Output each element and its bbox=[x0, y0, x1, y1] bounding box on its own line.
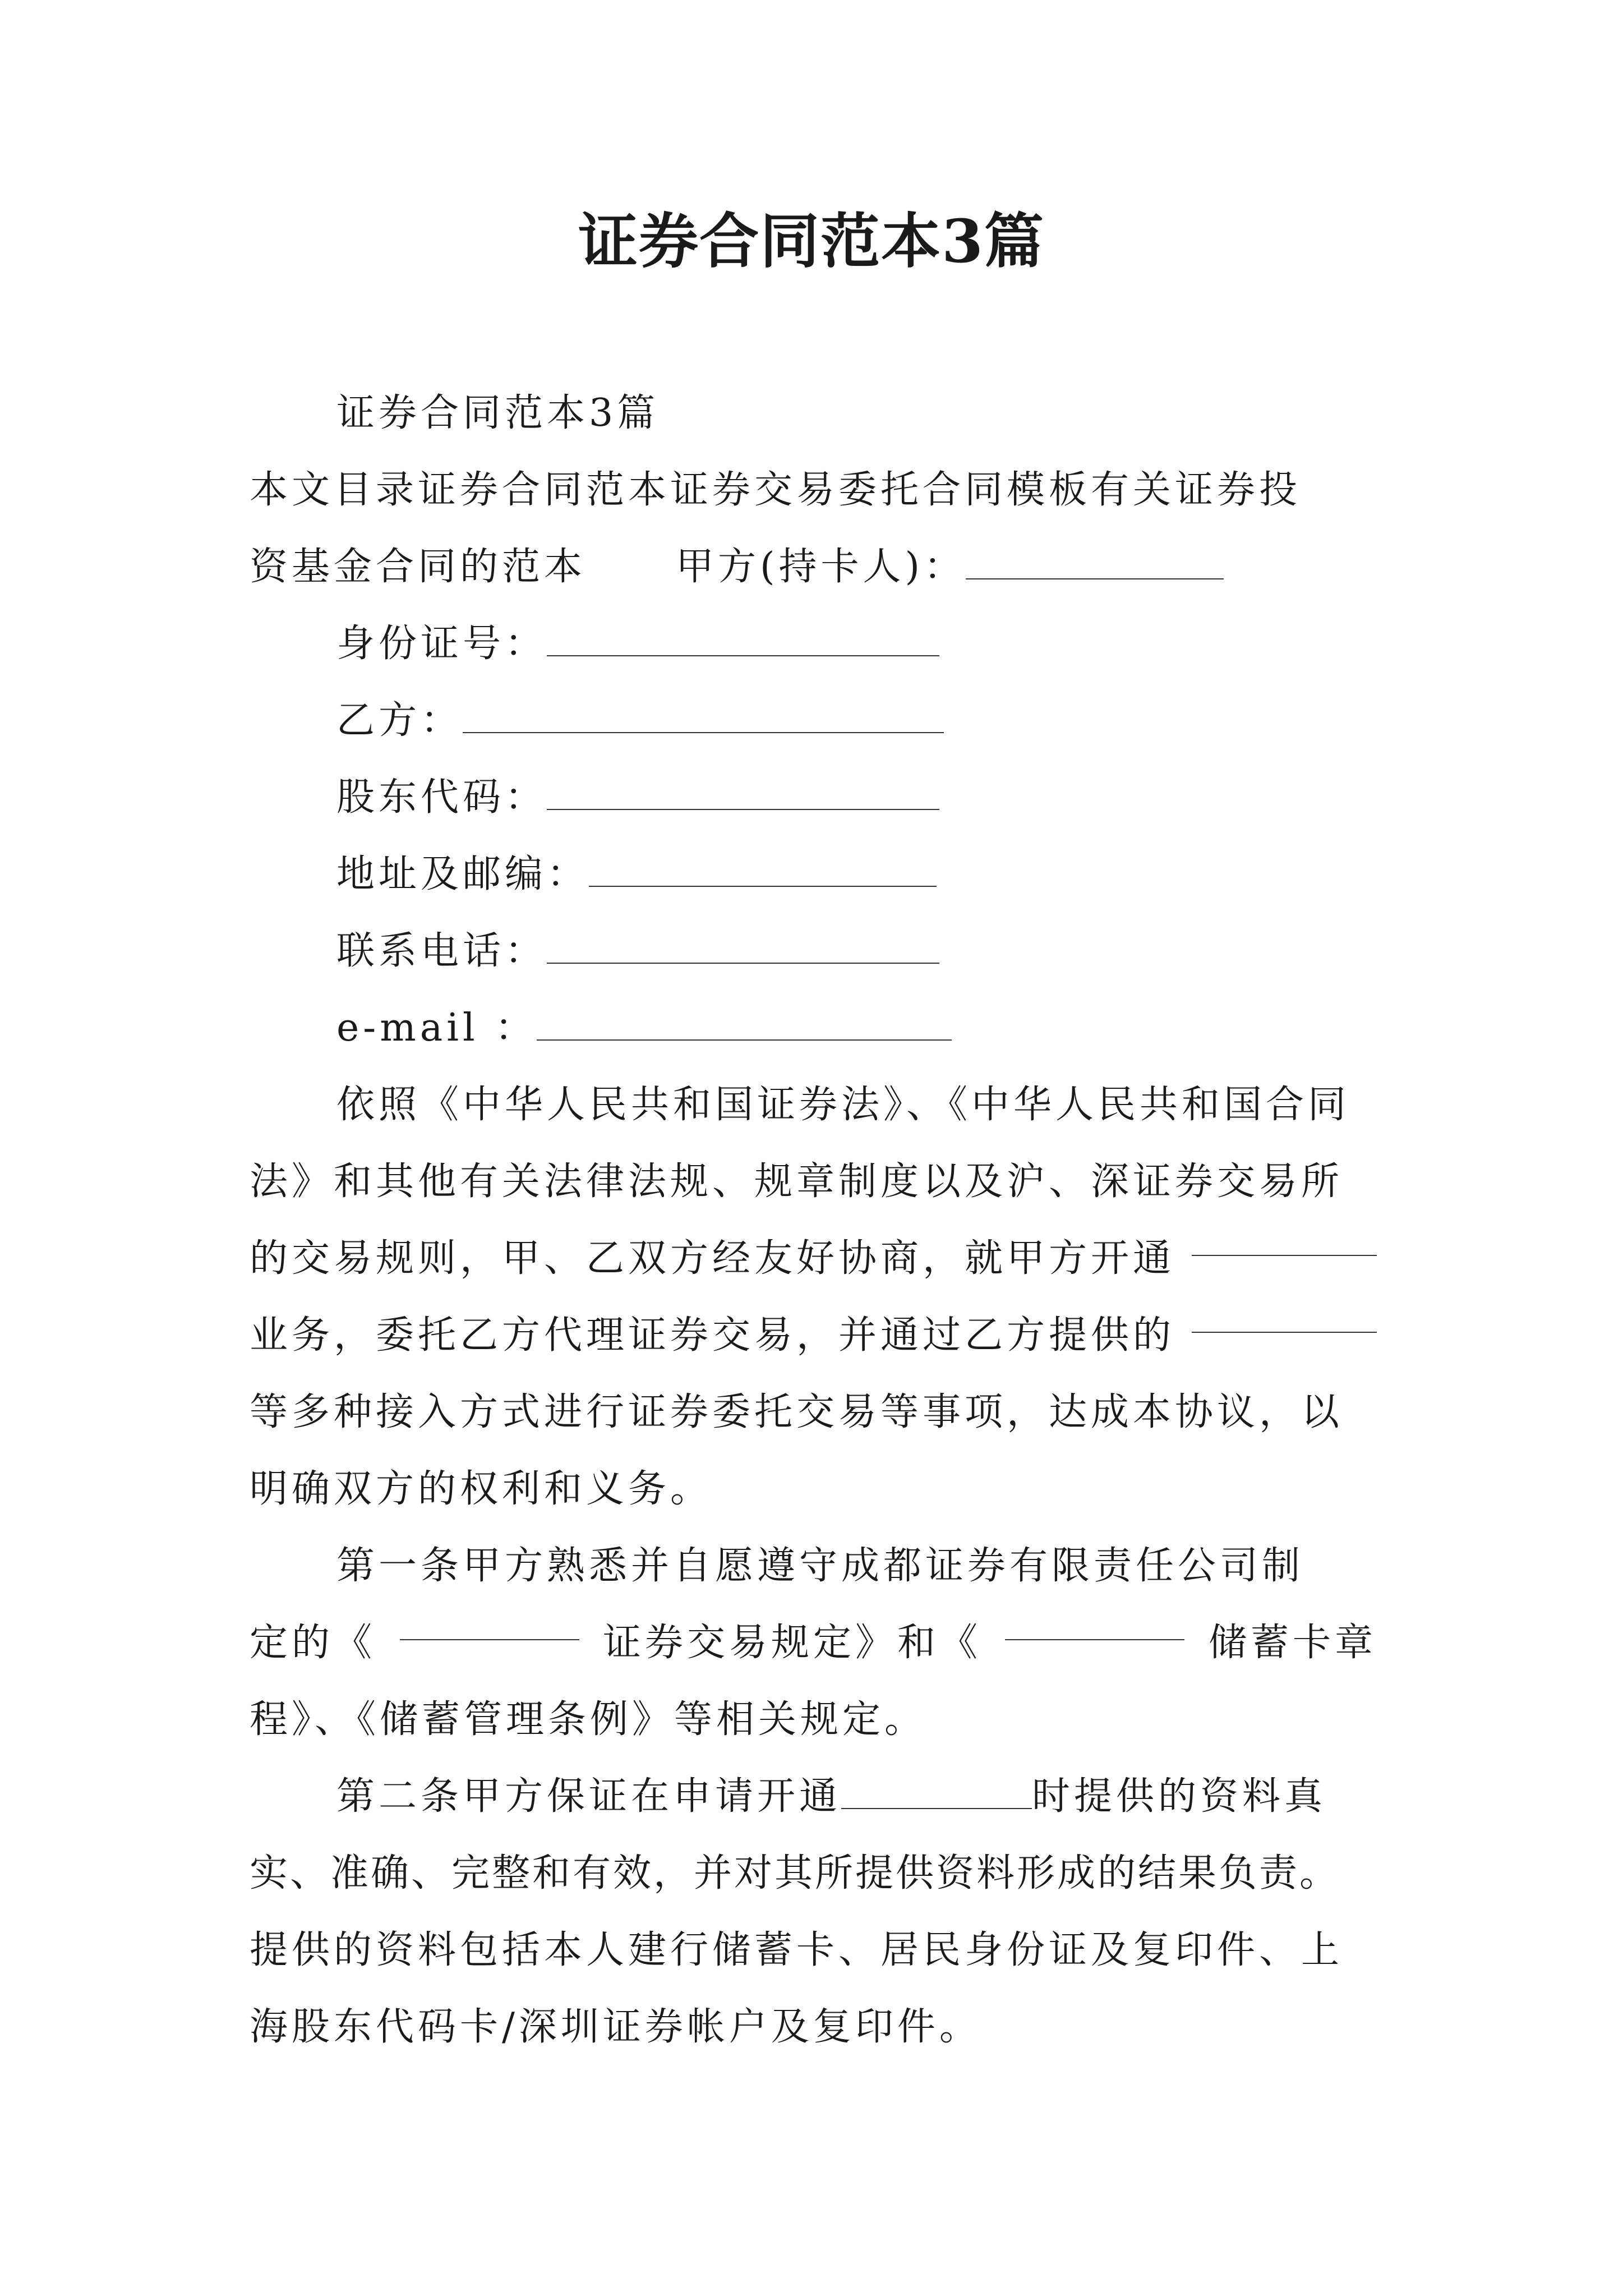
party-b-label: 乙方： bbox=[336, 698, 463, 743]
shareholder-code-blank[interactable] bbox=[547, 774, 939, 810]
article-2-line-1 bbox=[250, 1758, 1377, 1835]
toc-line-2-text: 资基金合同的范本 bbox=[250, 545, 587, 589]
party-b-blank[interactable] bbox=[463, 697, 944, 733]
email-label: e-mail ： bbox=[336, 1006, 537, 1050]
article-2-line-3: 提供的资料包括本人建行储蓄卡、居民身份证及复印件、上 bbox=[250, 1928, 1344, 1972]
access-method-blank[interactable] bbox=[1192, 1297, 1377, 1333]
article-2-seg-b: 时提供的资料真 bbox=[1032, 1774, 1327, 1819]
para1-line-3 bbox=[250, 1220, 1377, 1297]
phone-label: 联系电话： bbox=[336, 929, 547, 973]
article-1-line-3: 程》、《储蓄管理条例》等相关规定。 bbox=[250, 1697, 927, 1742]
id-number-label: 身份证号： bbox=[336, 622, 547, 666]
email-blank[interactable] bbox=[537, 1005, 952, 1041]
document-title: 证券合同范本3篇 bbox=[578, 206, 1045, 276]
service-blank[interactable] bbox=[1192, 1220, 1377, 1256]
phone-row bbox=[250, 913, 1377, 990]
para1-line-4-text: 业务，委托乙方代理证券交易，并通过乙方提供的 bbox=[250, 1313, 1175, 1358]
email-row bbox=[250, 990, 1377, 1066]
toc-line-2 bbox=[250, 528, 1377, 605]
id-number-row bbox=[250, 605, 1377, 682]
toc-line-1: 本文目录证券合同范本证券交易委托合同模板有关证券投 bbox=[250, 468, 1302, 512]
para1-line-5: 等多种接入方式进行证券委托交易等事项，达成本协议，以 bbox=[250, 1390, 1344, 1434]
rules-blank[interactable] bbox=[400, 1604, 579, 1640]
shareholder-code-label: 股东代码： bbox=[336, 775, 547, 820]
para1-line-2: 法》和其他有关法律法规、规章制度以及沪、深证券交易所 bbox=[250, 1159, 1344, 1204]
article-2-line-2: 实、准确、完整和有效，并对其所提供资料形成的结果负责。 bbox=[250, 1851, 1340, 1895]
phone-blank[interactable] bbox=[547, 928, 939, 964]
card-blank[interactable] bbox=[1005, 1604, 1184, 1640]
article-2-line-4: 海股东代码卡/深圳证券帐户及复印件。 bbox=[250, 2005, 981, 2049]
apply-service-blank[interactable] bbox=[841, 1773, 1032, 1809]
para1-line-1: 依照《中华人民共和国证券法》、《中华人民共和国合同 bbox=[336, 1083, 1350, 1127]
address-label: 地址及邮编： bbox=[336, 852, 589, 896]
article-1-seg-a: 定的《 bbox=[250, 1621, 376, 1665]
article-1-line-1: 第一条甲方熟悉并自愿遵守成都证券有限责任公司制 bbox=[336, 1544, 1304, 1588]
party-a-blank[interactable] bbox=[966, 544, 1224, 579]
para1-line-3-text: 的交易规则，甲、乙双方经友好协商，就甲方开通 bbox=[250, 1236, 1175, 1281]
article-1-seg-c: 储蓄卡章 bbox=[1208, 1621, 1377, 1665]
party-a-label: 甲方(持卡人)： bbox=[676, 545, 966, 589]
article-1-seg-b: 证券交易规定》和《 bbox=[602, 1621, 981, 1665]
para1-line-4 bbox=[250, 1297, 1377, 1374]
document-body bbox=[250, 375, 1377, 2065]
subtitle: 证券合同范本3篇 bbox=[336, 391, 660, 435]
para1-line-6: 明确双方的权利和义务。 bbox=[250, 1467, 713, 1511]
shareholder-code-row bbox=[250, 759, 1377, 836]
party-b-row bbox=[250, 682, 1377, 759]
id-number-blank[interactable] bbox=[547, 620, 939, 656]
article-2-seg-a: 第二条甲方保证在申请开通 bbox=[336, 1774, 842, 1819]
address-row bbox=[250, 836, 1377, 913]
address-blank[interactable] bbox=[589, 851, 937, 887]
article-1-line-2 bbox=[250, 1604, 1377, 1681]
